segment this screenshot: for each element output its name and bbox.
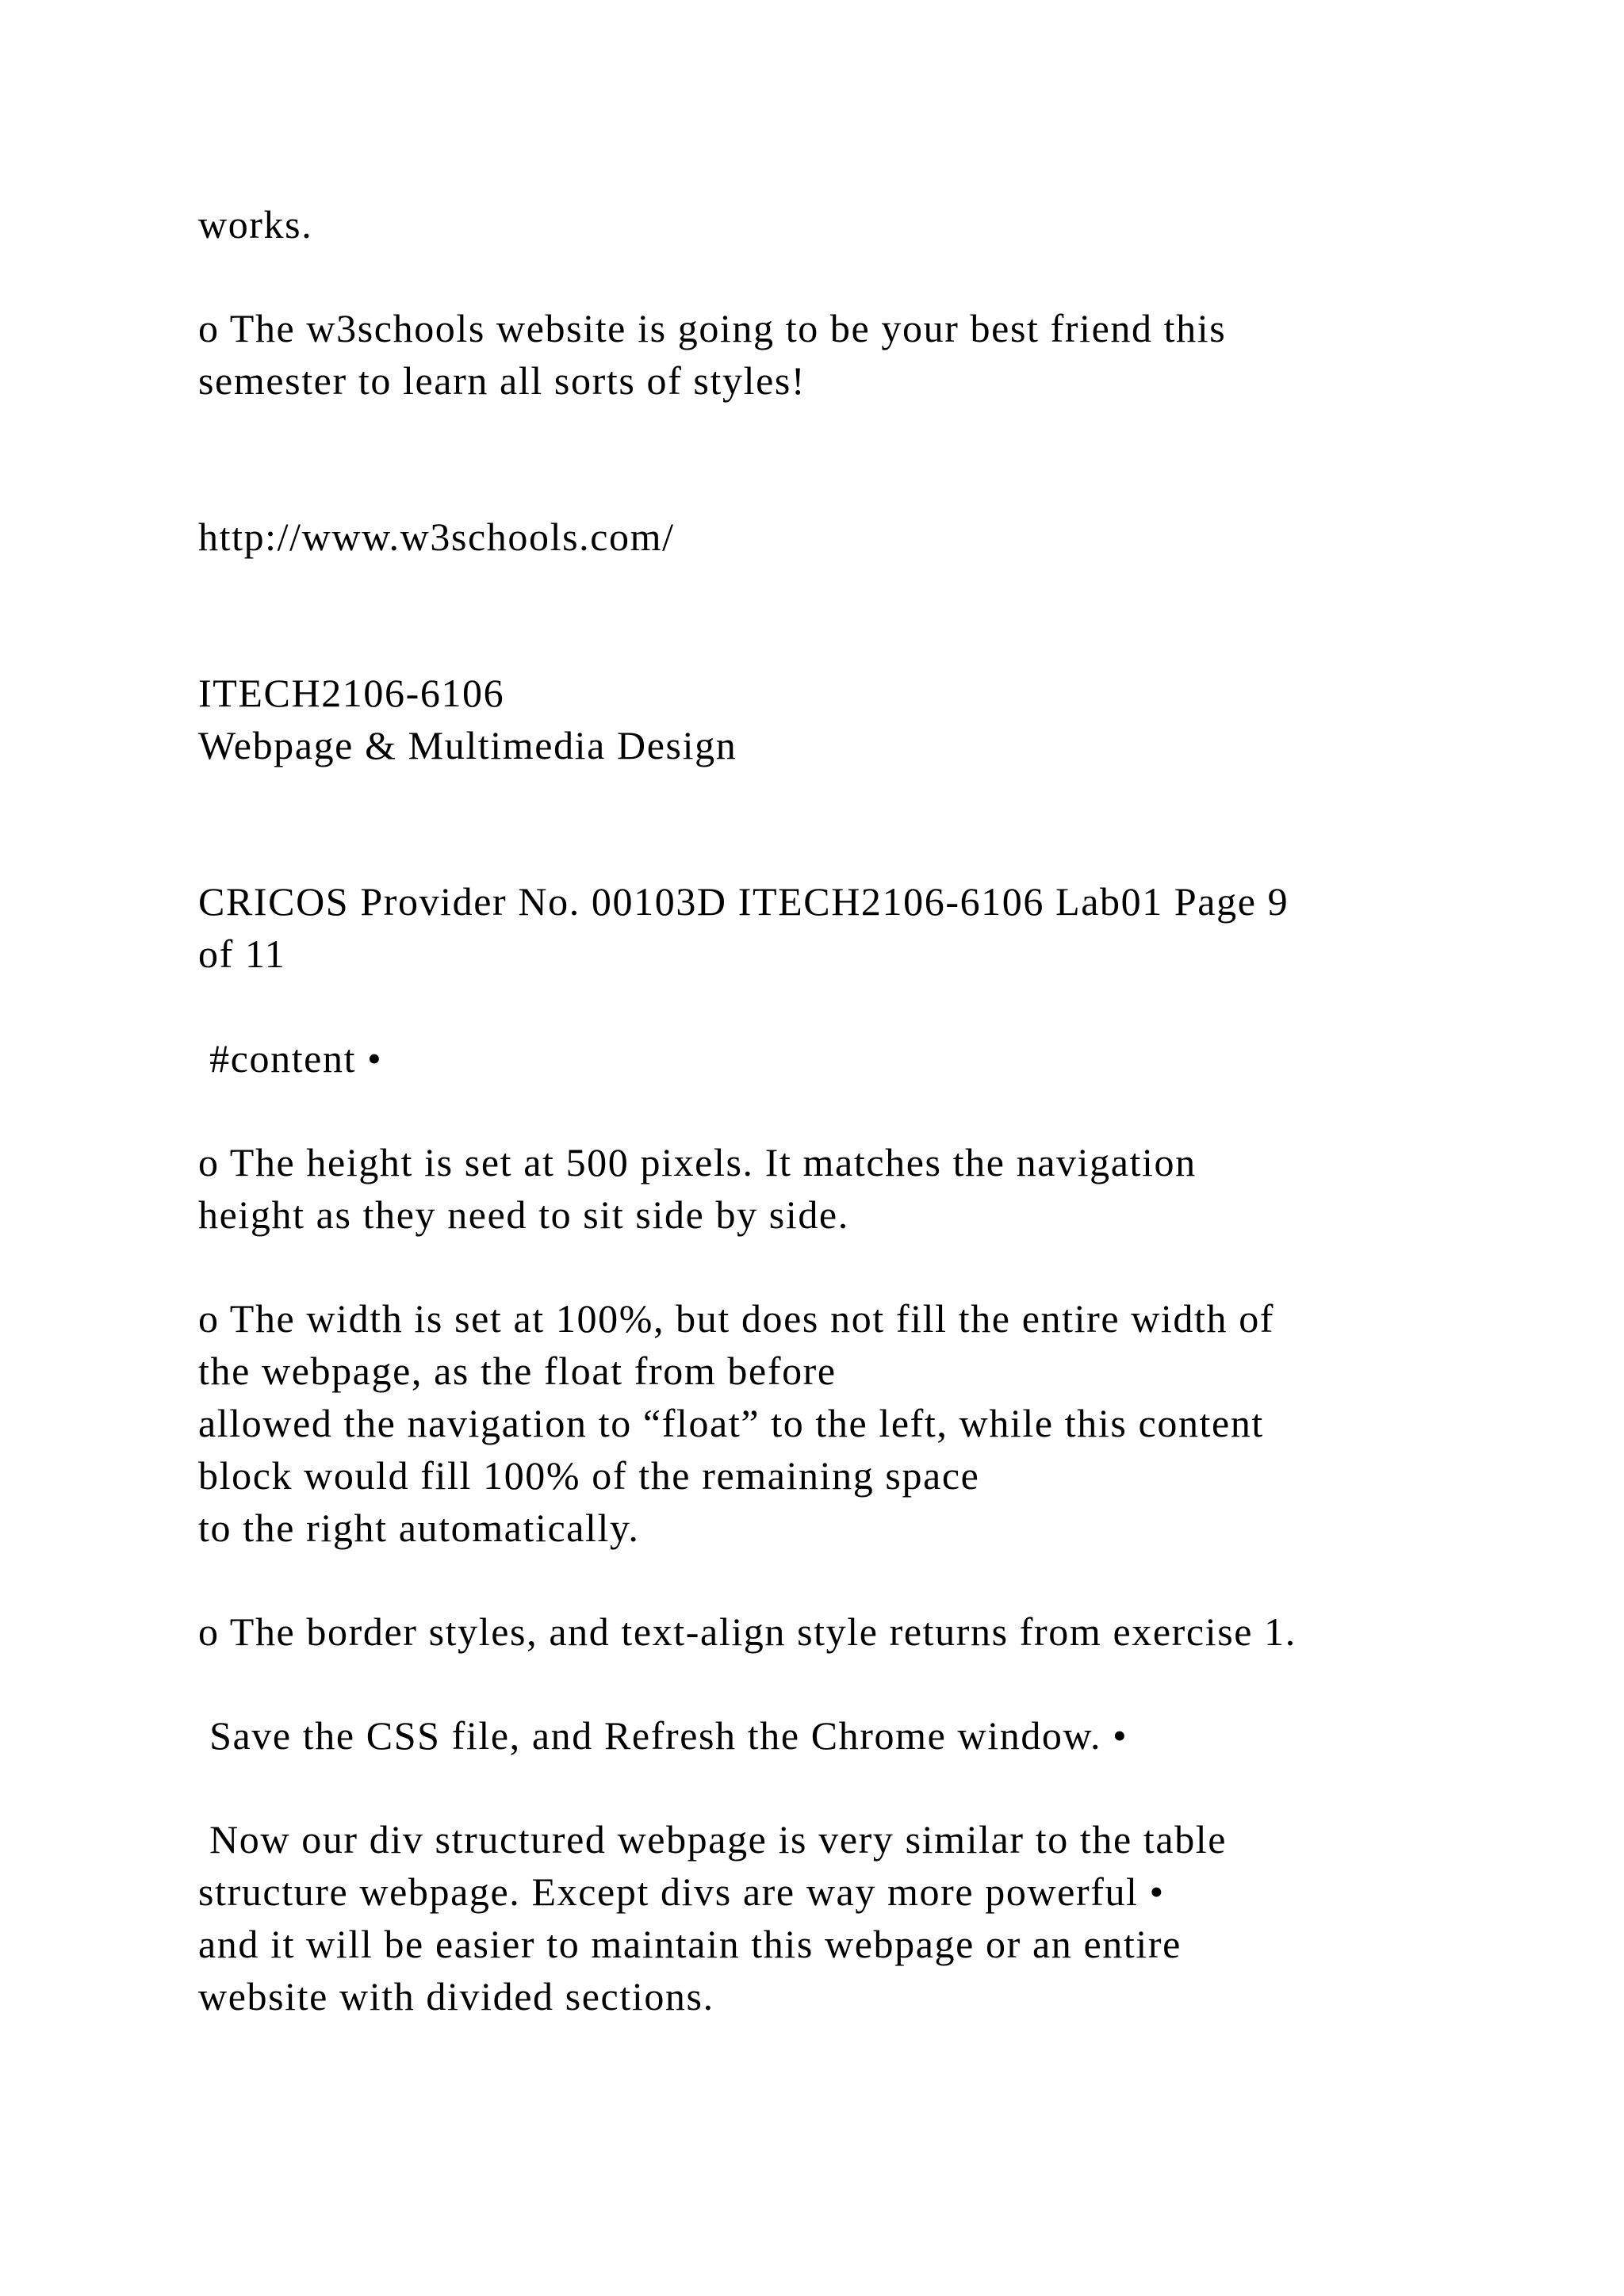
text-line: o The w3schools website is going to be your best friend this <box>198 306 1227 350</box>
text-line: the webpage, as the float from before <box>198 1349 837 1393</box>
url-text: http://www.w3schools.com/ <box>198 515 675 559</box>
course-code: ITECH2106-6106 <box>198 671 505 715</box>
text-line: o The border styles, and text-align style returns from exercise 1. <box>198 1609 1297 1654</box>
text-line: allowed the navigation to “float” to the left, while this content <box>198 1401 1264 1445</box>
text-line: block would fill 100% of the remaining space <box>198 1453 980 1498</box>
text-line: structure webpage. Except divs are way more powerful • <box>198 1869 1165 1914</box>
page-footer-text: CRICOS Provider No. 00103D ITECH2106-6106 Lab01 Page 9 <box>198 879 1289 924</box>
text-line: o The width is set at 100%, but does not fill the entire width of <box>198 1296 1275 1341</box>
text-line: Now our div structured webpage is very similar to the table <box>198 1817 1228 1862</box>
course-title: Webpage & Multimedia Design <box>198 723 737 767</box>
text-line: works. <box>198 202 313 247</box>
text-line: height as they need to sit side by side. <box>198 1192 849 1237</box>
text-line: to the right automatically. <box>198 1506 640 1550</box>
text-line: o The height is set at 500 pixels. It matches the navigation <box>198 1140 1197 1184</box>
text-line: semester to learn all sorts of styles! <box>198 358 806 403</box>
text-line: Save the CSS file, and Refresh the Chrome window. • <box>198 1713 1128 1758</box>
section-heading: #content • <box>198 1036 383 1081</box>
page-footer-text: of 11 <box>198 932 286 976</box>
text-line: and it will be easier to maintain this webpage or an entire <box>198 1922 1182 1966</box>
text-line: website with divided sections. <box>198 1974 714 2019</box>
